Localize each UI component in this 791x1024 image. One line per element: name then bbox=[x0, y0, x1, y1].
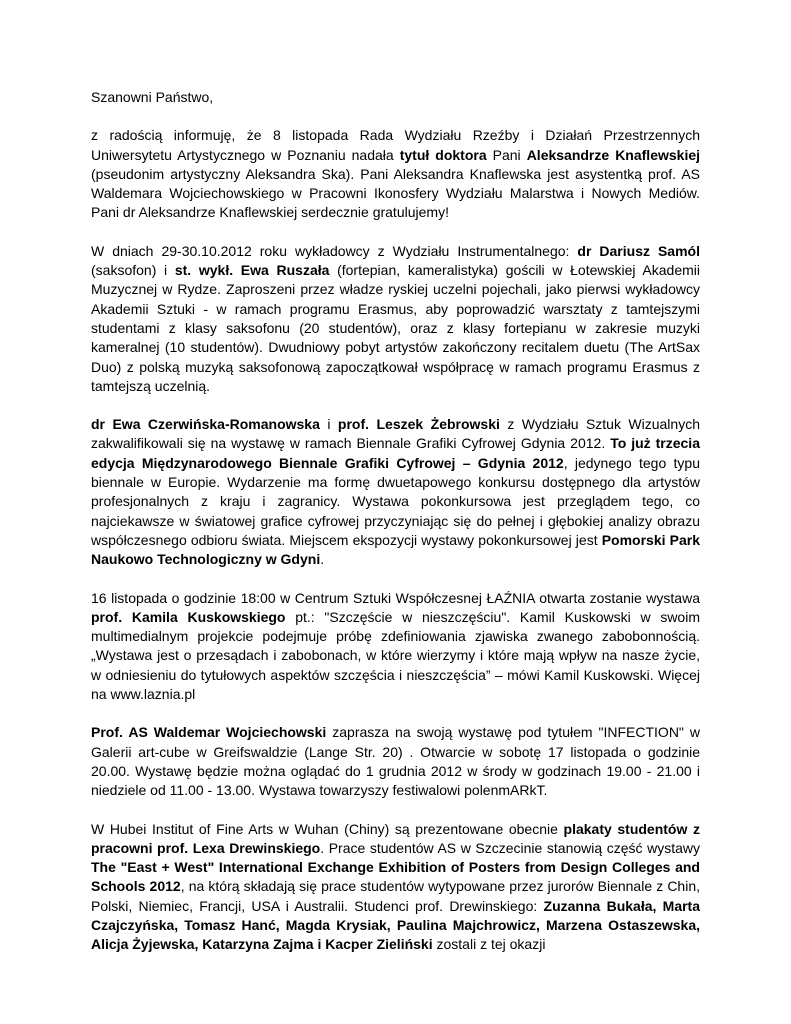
bold-span: Prof. AS Waldemar Wojciechowski bbox=[91, 724, 327, 741]
text-span: W Hubei Institut of Fine Arts w Wuhan (Chiny) są prezentowane obecnie bbox=[91, 820, 564, 837]
text-span: . bbox=[320, 551, 325, 568]
paragraph-riga-workshop bbox=[91, 242, 700, 396]
text-span: pt.: "Szczęście w nieszczęściu". Kamil Kuskowski w swoim multimedialnym projekcie podejmuje próbę zdefiniowania zjawiska zwanego zabobonnością. „Wystawa jest o przesądach i zabobonach, w które wierzymy i które mają wpływ na nasze życie, w odniesieniu do tytułowych aspektów szczęścia i nieszczęścia” – mówi Kamil Kuskowski. Więcej na www.laznia.pl bbox=[91, 608, 700, 703]
text-span: W dniach 29-30.10.2012 roku wykładowcy z Wydziału Instrumentalnego: bbox=[91, 242, 578, 259]
paragraph-wuhan-posters bbox=[91, 820, 700, 955]
paragraph-laznia-exhibition bbox=[91, 589, 700, 705]
text-span: , jedynego tego typu biennale w Europie. Wydarzenie ma formę dwuetapowego konkursu dostępnego dla artystów profesjonalnych z kraju i zagranicy. Wystawa pokonkursowa jest przeglądem tego, co najciekawsze w światowej grafice cyfrowej przyczyniając się do pełnej i głębokiej analizy obrazu współczesnego odbioru świata. Miejscem ekspozycji wystawy pokonkursowej jest bbox=[91, 454, 700, 548]
text-span: Pani bbox=[486, 146, 527, 163]
text-span: (saksofon) i bbox=[91, 262, 175, 279]
bold-span: tytuł doktora bbox=[399, 146, 487, 163]
document-body bbox=[91, 88, 700, 974]
text-span: , na którą składają się prace studentów wytypowane przez jurorów Biennale z Chin, Polski, Niemiec, Francji, USA i Australii. Studenci prof. Drewinskiego: bbox=[91, 878, 701, 914]
text-span: (pseudonim artystyczny Aleksandra Ska). Pani Aleksandra Knaflewska jest asystentką prof. AS Waldemara Wojciechowskiego w Pracowni Ikonosfery Wydziału Malarstwa i Nowych Mediów. Pani dr Aleksandrze Knaflewskiej serdecznie gratulujemy! bbox=[91, 165, 700, 221]
greeting: Szanowni Państwo, bbox=[91, 89, 214, 105]
bold-span: dr Dariusz Samól bbox=[577, 242, 700, 259]
text-span: zaprasza na swoją wystawę pod tytułem "INFECTION" w Galerii art-cube w Greifswaldzie (Lange Str. 20) . Otwarcie w sobotę 17 listopada o godzinie 20.00. Wystawę będzie można oglądać do 1 grudnia 2012 w środy w godzinach 19.00 - 21.00 i niedziele od 11.00 - 13.00. Wystawa towarzyszy festiwalowi polenmARkT. bbox=[91, 724, 700, 799]
bold-span: prof. Kamila Kuskowskiego bbox=[91, 608, 286, 625]
bold-span: Pomorski Park Naukowo Technologiczny w Gdyni bbox=[91, 531, 700, 568]
text-span: 16 listopada o godzinie 18:00 w Centrum Sztuki Współczesnej ŁAŹNIA otwarta zostanie wystawa bbox=[91, 589, 700, 606]
text-span: zostali z tej okazji bbox=[432, 936, 546, 953]
text-span: z radością informuję, że 8 listopada Rada Wydziału Rzeźby i Działań Przestrzennych Uniwersytetu Artystycznego w Poznaniu nadała bbox=[91, 127, 700, 163]
text-span: . Prace studentów AS w Szczecinie stanowią część wystawy bbox=[320, 839, 700, 856]
bold-span: Zuzanna Bukała, Marta Czajczyńska, Tomasz Hanć, Magda Krysiak, Paulina Majchrowicz, Marzena Ostaszewska, Alicja Żyjewska, Katarzyna Zajma i Kacper Zieliński bbox=[91, 897, 701, 953]
bold-span: prof. Leszek Żebrowski bbox=[337, 416, 500, 433]
bold-span: st. wykł. Ewa Ruszała bbox=[174, 262, 330, 279]
text-span: i bbox=[319, 416, 338, 433]
bold-span: dr Ewa Czerwińska-Romanowska bbox=[91, 416, 320, 433]
paragraph-biennale-gdynia bbox=[91, 415, 700, 569]
bold-span: To już trzecia edycja Międzynarodowego Biennale Grafiki Cyfrowej – Gdynia 2012 bbox=[91, 435, 700, 471]
text-span: (fortepian, kameralistyka) gościli w Łotewskiej Akademii Muzycznej w Rydze. Zaproszeni przez władze ryskiej uczelni pojechali, jako pierwsi wykładowcy Akademii Sztuki - w ramach programu Erasmus, aby poprowadzić warsztaty z tamtejszymi studentami z klasy saksofonu (20 studentów), oraz z klasy fortepianu w zakresie muzyki kameralnej (10 studentów). Dwudniowy pobyt artystów zakończony recitalem duetu (The ArtSax Duo) z polską muzyką saksofonową zapoczątkował współpracę w ramach programu Erasmus z tamtejszą uczelnią. bbox=[91, 262, 700, 394]
paragraph-infection-exhibition bbox=[91, 723, 700, 800]
paragraph-doctorate bbox=[91, 126, 700, 222]
bold-span: plakaty studentów z pracowni prof. Lexa Drewinskiego bbox=[91, 820, 700, 856]
bold-span: The "East + West" International Exchange Exhibition of Posters from Design Colleges and Schools 2012 bbox=[91, 859, 700, 895]
bold-span: Aleksandrze Knaflewskiej bbox=[526, 146, 701, 163]
text-span: z Wydziału Sztuk Wizualnych zakwalifikowali się na wystawę w ramach Biennale Grafiki Cyfrowej Gdynia 2012. bbox=[91, 416, 700, 452]
